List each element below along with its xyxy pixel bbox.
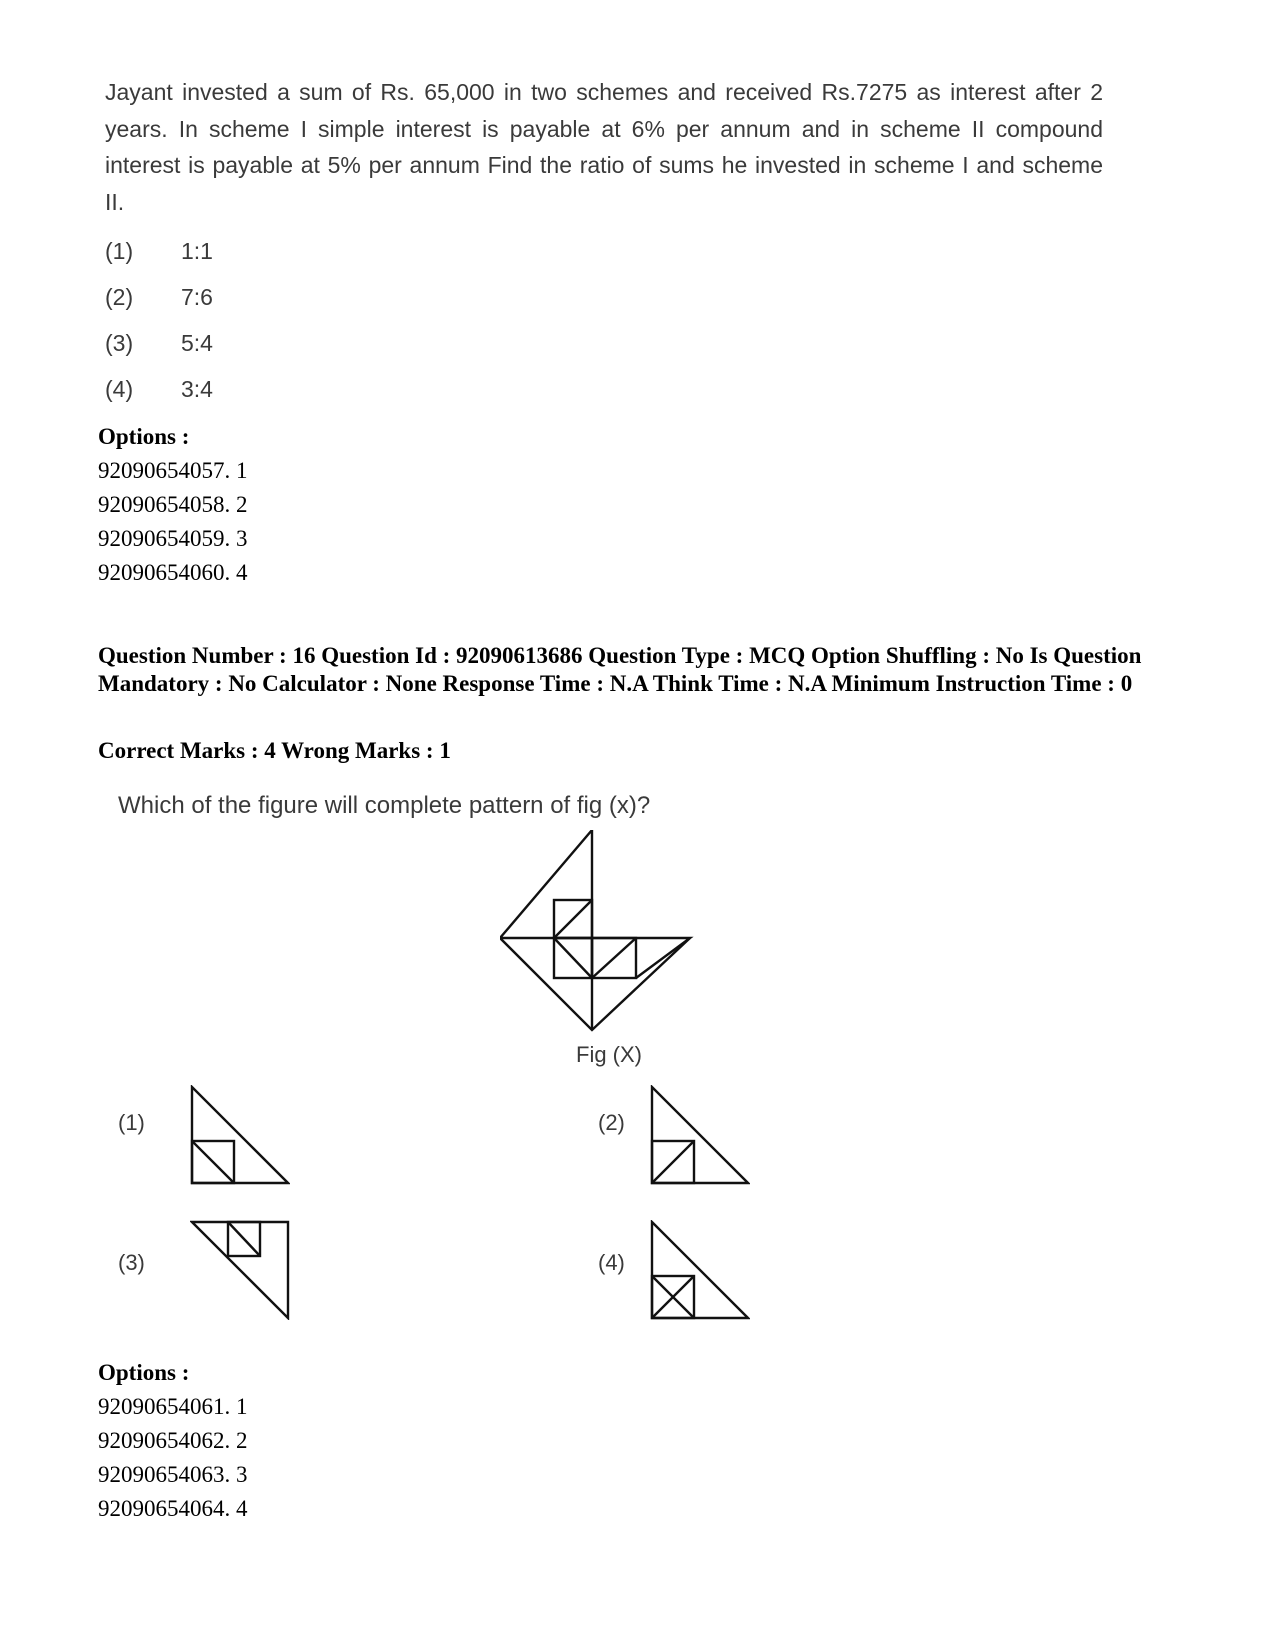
figure-option-1 xyxy=(190,1085,290,1185)
q16-option-3: 92090654063. 3 xyxy=(98,1462,248,1487)
q15-choice-3 xyxy=(105,330,213,357)
question-16-meta: Question Number : 16 Question Id : 92090613686 Question Type : MCQ Option Shuffling : No Is Question Mandatory : No Calculator : None Response Time : N.A Think Time : N.A Minimum Instruction Time : 0 xyxy=(98,643,1142,696)
q15-choice-1 xyxy=(105,238,213,265)
q16-option-2: 92090654062. 2 xyxy=(98,1428,248,1453)
choice-number: (1) xyxy=(105,238,134,264)
figure-option-label-4: (4) xyxy=(598,1250,625,1275)
q16-options-heading: Options : xyxy=(98,1360,190,1385)
figure-option-label-3: (3) xyxy=(118,1250,145,1275)
q16-option-1: 92090654061. 1 xyxy=(98,1394,248,1419)
question-16-marks: Correct Marks : 4 Wrong Marks : 1 xyxy=(98,738,451,763)
q15-option-2: 92090654058. 2 xyxy=(98,492,248,517)
q15-option-1: 92090654057. 1 xyxy=(98,458,248,483)
q15-choice-2 xyxy=(105,284,213,311)
figure-option-3 xyxy=(190,1220,290,1320)
q15-option-4: 92090654060. 4 xyxy=(98,560,248,585)
q15-option-3: 92090654059. 3 xyxy=(98,526,248,551)
figure-option-2 xyxy=(650,1085,750,1185)
figure-option-label-2: (2) xyxy=(598,1110,625,1135)
q15-options-heading: Options : xyxy=(98,424,190,449)
q15-choice-4 xyxy=(105,376,213,403)
figure-option-label-1: (1) xyxy=(118,1110,145,1135)
choice-value: 3:4 xyxy=(181,376,213,402)
choice-value: 5:4 xyxy=(181,330,213,356)
figure-x xyxy=(500,830,720,1040)
choice-value: 1:1 xyxy=(181,238,213,264)
question-16-text: Which of the figure will complete pattern of fig (x)? xyxy=(118,792,651,819)
figure-x-caption: Fig (X) xyxy=(576,1042,642,1067)
q16-option-4: 92090654064. 4 xyxy=(98,1496,248,1521)
figure-option-4 xyxy=(650,1220,750,1320)
choice-value: 7:6 xyxy=(181,284,213,310)
choice-number: (3) xyxy=(105,330,134,356)
choice-number: (4) xyxy=(105,376,134,402)
choice-number: (2) xyxy=(105,284,134,310)
question-15-text: Jayant invested a sum of Rs. 65,000 in two schemes and received Rs.7275 as interest after 2 years. In scheme I simple interest is payable at 6% per annum and in scheme II compound interest is payable at 5% per annum Find the ratio of sums he invested in scheme I and scheme II. xyxy=(105,79,1103,215)
